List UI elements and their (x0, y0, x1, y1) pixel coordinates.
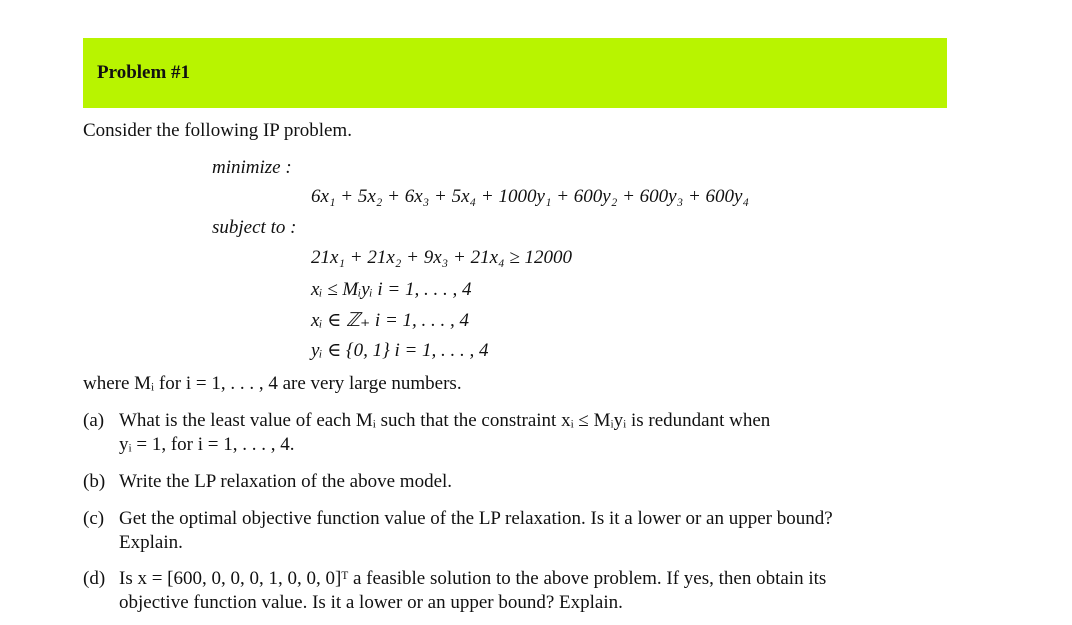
question-a-label: (a) (83, 410, 105, 431)
objective-function: 6x₁ + 5x₂ + 6x₃ + 5x₄ + 1000y₁ + 600y₂ + 600y₃ + 600y₄ (311, 186, 750, 207)
question-a-text-line1: What is the least value of each Mᵢ such that the constraint xᵢ ≤ Mᵢyᵢ is redundant when (119, 410, 771, 431)
question-a-continued (83, 434, 294, 456)
question-c-label: (c) (83, 508, 105, 529)
problem-title: Problem #1 (97, 62, 191, 83)
question-d-text-line2: objective function value. Is it a lower or an upper bound? Explain. (119, 592, 623, 613)
subject-to-label: subject to : (212, 217, 297, 238)
constraint-binary: yᵢ ∈ {0, 1} i = 1, . . . , 4 (311, 340, 489, 361)
question-c (83, 508, 833, 530)
intro-text: Consider the following IP problem. (83, 120, 352, 141)
question-b-label: (b) (83, 471, 106, 492)
question-a-text-line2: yᵢ = 1, for i = 1, . . . , 4. (119, 434, 295, 455)
question-c-continued (83, 532, 183, 554)
question-d (83, 568, 826, 590)
question-a (83, 410, 770, 432)
question-d-continued (83, 592, 623, 614)
question-d-text-line1: Is x = [600, 0, 0, 0, 1, 0, 0, 0]ᵀ a feasible solution to the above problem. If yes, then obtain its (119, 568, 827, 589)
question-d-label: (d) (83, 568, 106, 589)
constraint-bigm: xᵢ ≤ Mᵢyᵢ i = 1, . . . , 4 (311, 279, 472, 300)
constraint-capacity: 21x₁ + 21x₂ + 9x₃ + 21x₄ ≥ 12000 (311, 247, 573, 268)
where-text: where Mᵢ for i = 1, . . . , 4 are very large numbers. (83, 373, 462, 394)
problem-banner (83, 38, 947, 108)
constraint-integer: xᵢ ∈ ℤ₊ i = 1, . . . , 4 (311, 310, 470, 331)
question-b-text: Write the LP relaxation of the above model. (119, 471, 453, 492)
question-c-text-line1: Get the optimal objective function value of the LP relaxation. Is it a lower or an upper bound? (119, 508, 833, 529)
question-b (83, 471, 452, 493)
minimize-label: minimize : (212, 157, 292, 178)
question-c-text-line2: Explain. (119, 532, 183, 553)
